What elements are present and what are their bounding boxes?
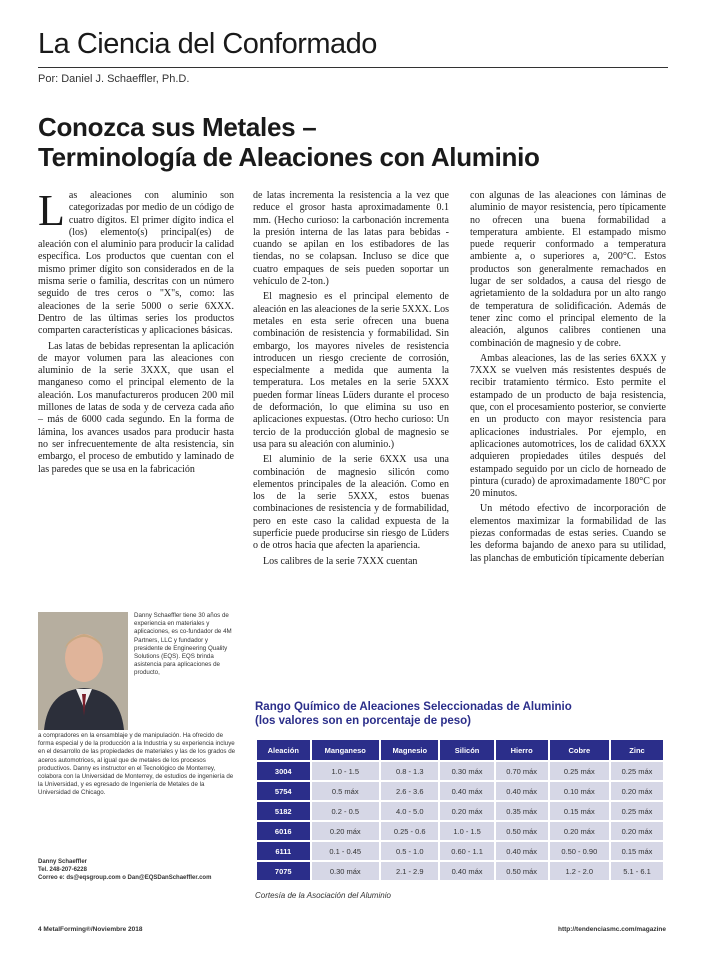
table-cell: 0.30 máx [440,762,493,780]
table-cell: 1.0 - 1.5 [440,822,493,840]
table-cell: 4.0 - 5.0 [381,802,439,820]
table-cell: 0.20 máx [611,782,663,800]
table-cell: 0.25 máx [550,762,609,780]
article-paragraph: El magnesio es el principal elemento de aleación en las aleaciones de la serie 5XXX. Los metales en esta serie ofrecen una buena combinación de resistencia y formabilidad. Sin embargo, los mayores niveles de resistencia introducen un riesgo creciente de corrosión, especialmente a medida que aumenta la temperatura. Los metales en la serie 5XXX pueden formar líneas Lüders durante el proceso de deformación, lo que elimina su uso en aplicaciones expuestas. (Otro hecho curioso: Un tercio de la producción global de magnesio se usa para su aleación con aluminio.) [253,291,449,450]
table-cell: 0.40 máx [496,782,548,800]
author-contact [38,858,236,882]
table-cell: 0.50 máx [496,862,548,880]
headline [38,112,678,172]
table-header-cell: Magnesio [381,740,439,760]
table-cell: 0.2 - 0.5 [312,802,379,820]
alloy-cell: 6111 [257,842,310,860]
table-cell: 2.6 - 3.6 [381,782,439,800]
author-bio-long: a compradores en la ensamblaje y de manipulación. Ha ofrecido de forma especial y de la producción a la Industria y su experiencia incluye en el desarrollo de las propiedades de materiales y las de los grados de aceros automotrices, al igual que de metales de los procesos productivos. Danny es instructor en el Tecnológico de Monterrey, colabora con la Universidad de Monterrey, de estudios de ingeniería de la Universidad, y es egresado de Ingeniería de Metales de la Universidad de Chicago. [38,732,236,797]
article-paragraph: El aluminio de la serie 6XXX usa una combinación de magnesio silicón como elementos principales de la aleación. Como en los de la serie 5XXX, estos buenas combinaciones de resistencia y de formabilidad, pero en este caso la calidad expuesta de la superficie puede producirse sin riesgo de Lüders o de otros hacia que afecten la apariencia. [253,454,449,552]
table-cell: 0.70 máx [496,762,548,780]
headline-line-1: Conozca sus Metales – [38,112,317,142]
footer-url[interactable]: http://tendenciasmc.com/magazine [558,926,666,933]
table-header-cell: Aleación [257,740,310,760]
table-cell: 0.20 máx [440,802,493,820]
table-cell: 1.0 - 1.5 [312,762,379,780]
article-paragraph: de latas incrementa la resistencia a la vez que reduce el grosor hasta aproximadamente 0.1 mm. (Hecho curioso: la carbonación incrementa la presión interna de las latas para bebidas - cuando se apilan en los estibadores de las tiendas, no se colapsan. Incluso se dice que cuatro empaques de seis pueden soportar un vehículo de 2-ton.) [253,190,449,288]
alloy-cell: 6016 [257,822,310,840]
table-cell: 0.20 máx [312,822,379,840]
table-cell: 0.40 máx [440,782,493,800]
table-cell: 0.30 máx [312,862,379,880]
table-cell: 0.20 máx [611,822,663,840]
footer-page-info: 4 MetalForming®/Noviembre 2018 [38,926,143,933]
table-row [257,762,663,780]
table-cell: 0.25 máx [611,802,663,820]
article-paragraph: Un método efectivo de incorporación de elementos maximizar la formabilidad de las piezas conformadas de estas series. Cuando se les deforma bajando de anexo para su utilidad, las planchas de embutición típicamente deberían [470,503,666,564]
table-header-cell: Zinc [611,740,663,760]
article-paragraph: Ambas aleaciones, las de las series 6XXX y 7XXX se vuelven más resistentes después de recibir tratamiento térmico. Esto permite el estampado de un producto de baja resistencia, que, con el procesamiento posterior, se convierte en un producto con mayor resistencia para aplicaciones industriales. Por ejemplo, en aplicaciones automotrices, los de calidad 6XXX adquieren propiedades útiles después del estampado seguido por un ciclo de horneado de pintura (curado) de aproximadamente 180°C por 20 minutos. [470,352,666,500]
table-row [257,842,663,860]
table-title-line-1: Rango Químico de Aleaciones Seleccionadas de Aluminio [255,701,572,713]
alloy-cell: 3004 [257,762,310,780]
table-cell: 1.2 - 2.0 [550,862,609,880]
alloy-cell: 7075 [257,862,310,880]
table-title [255,700,675,728]
table-row [257,822,663,840]
table-cell: 0.25 - 0.6 [381,822,439,840]
author-photo-icon [38,612,128,730]
table-row [257,802,663,820]
table-header-row [257,740,663,760]
table-header-cell: Silicón [440,740,493,760]
table-cell: 0.1 - 0.45 [312,842,379,860]
table-cell: 0.5 máx [312,782,379,800]
drop-cap: L [38,186,65,235]
header-rule [38,67,668,68]
table-cell: 0.50 - 0.90 [550,842,609,860]
table-cell: 0.60 - 1.1 [440,842,493,860]
contact-name: Danny Schaeffler [38,859,88,865]
byline: Por: Daniel J. Schaeffler, Ph.D. [38,73,190,85]
table-cell: 0.5 - 1.0 [381,842,439,860]
contact-phone: Tel. 248-207-6228 [38,867,87,873]
table-cell: 0.40 máx [496,842,548,860]
article-paragraph: Las latas de bebidas representan la aplicación de mayor volumen para las aleaciones con aluminio de la serie 3XXX, que usan el manganeso como el principal elemento de la aleación. Los manufactureros producen 200 mil millones de latas de soda y de cerveza cada año – más de 6000 cada segundo. En la forma de lámina, los avances usados para producir hasta no ser infrecuentemente de alta resistencia, sin embargo, el proceso de embutido y laminado de las paredes que se usa en la fabricación [38,340,234,475]
author-photo [38,612,128,730]
table-cell: 0.35 máx [496,802,548,820]
contact-email[interactable]: Correo e: ds@eqsgroup.com o Dan@EQSDanSchaeffler.com [38,875,212,881]
article-paragraph: con algunas de las aleaciones con láminas de aluminio de mayor resistencia, pero típicamente no ofrecen una buena formabilidad a temperatura ambiente. El estampado mismo puede requerir conformado a temperatura ambiente a, o superiores a, 200°C. Estos productos son generalmente remachados en lugar de ser soldados, a causa del riesgo de agrietamiento de la soldadura por un alto rango de temperatura de solidificación. Además de tener zinc como el principal elemento de la aleación, algunos calibres contienen una combinación de magnesio y de cobre. [470,190,666,349]
table-cell: 0.20 máx [550,822,609,840]
table-cell: 0.8 - 1.3 [381,762,439,780]
table-cell: 0.15 máx [611,842,663,860]
table-header-cell: Manganeso [312,740,379,760]
table-source: Cortesía de la Asociación del Aluminio [255,891,391,900]
table-cell: 0.15 máx [550,802,609,820]
article-column-3 [470,190,666,568]
author-bio-short: Danny Schaeffler tiene 30 años de experiencia en materiales y aplicaciones, es co-fundador de 4M Partners, LLC y fundador y presidente de Engineering Quality Solutions (EQS). EQS brinda asistencia para aplicaciones de producto, [134,612,232,677]
article-paragraph: Las aleaciones con aluminio son categorizadas por medio de un código de cuatro dígitos. El primer dígito indica el (los) elemento(s) principal(es) de aleación con el aluminio para producir la calidad específica. Los productos que cuentan con el mismo primer dígito son considerados en de la misma serie o familia, descritas con un número seguido de tres ceros o "X"s, como: las aleaciones de la serie 5000 o serie 6XXX. Dentro de las últimas series los productos comparten características y aplicaciones básicas. [38,186,234,337]
table-cell: 0.25 máx [611,762,663,780]
table-cell: 2.1 - 2.9 [381,862,439,880]
table-row [257,782,663,800]
table-header-cell: Cobre [550,740,609,760]
table-cell: 5.1 - 6.1 [611,862,663,880]
article-column-1 [38,186,234,479]
table-cell: 0.40 máx [440,862,493,880]
article-paragraph: Los calibres de la serie 7XXX cuentan [263,555,418,567]
table-cell: 0.10 máx [550,782,609,800]
table-cell: 0.50 máx [496,822,548,840]
alloy-cell: 5754 [257,782,310,800]
table-title-line-2: (los valores son en porcentaje de peso) [255,715,472,727]
table-header-cell: Hierro [496,740,548,760]
chemistry-table [255,738,665,882]
article-column-2 [253,190,449,571]
headline-line-2: Terminología de Aleaciones con Aluminio [38,142,540,172]
column-title: La Ciencia del Conformado [38,28,377,60]
table-row [257,862,663,880]
alloy-cell: 5182 [257,802,310,820]
